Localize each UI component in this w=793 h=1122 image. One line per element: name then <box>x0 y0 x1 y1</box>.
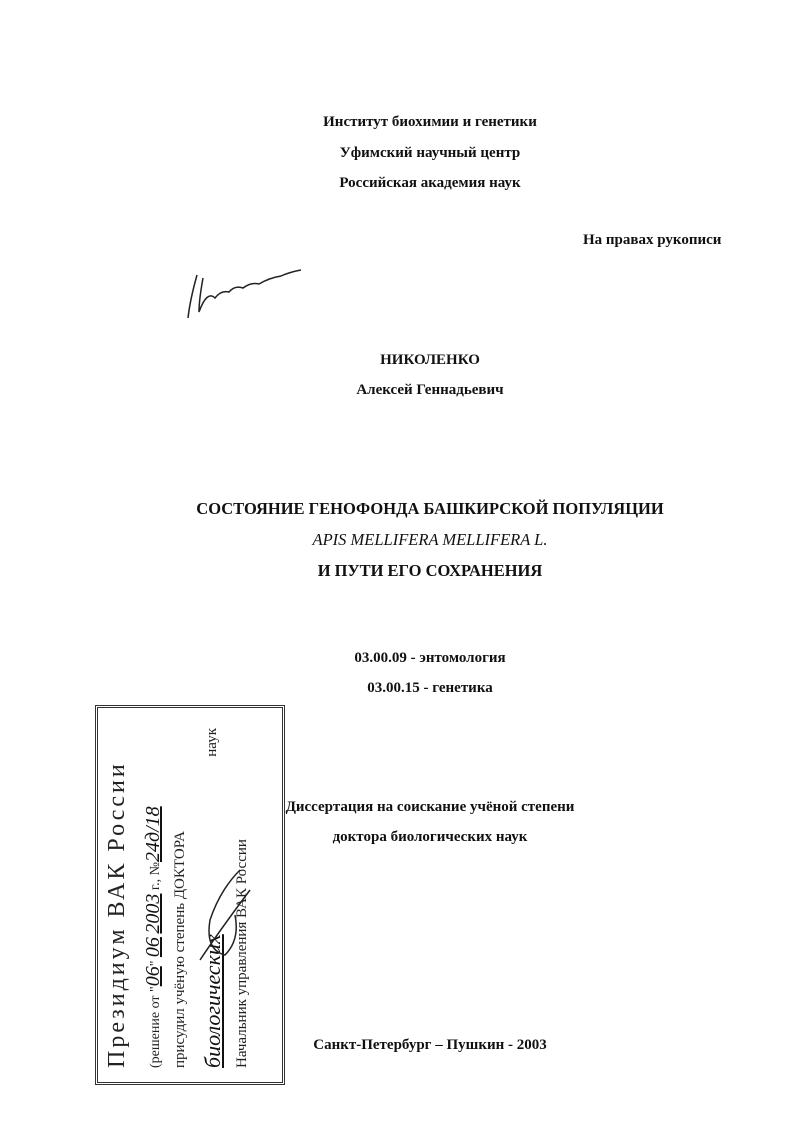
stamp-day: 06 <box>142 966 164 987</box>
author-surname: НИКОЛЕНКО <box>380 352 480 368</box>
place-year: Санкт-Петербург – Пушкин - 2003 <box>313 1037 547 1053</box>
degree-line2: доктора биологических наук <box>332 829 528 845</box>
title-line1: СОСТОЯНИЕ ГЕНОФОНДА БАШКИРСКОЙ ПОПУЛЯЦИИ <box>196 499 664 518</box>
author-name: Алексей Геннадьевич <box>356 382 504 398</box>
center: Уфимский научный центр <box>339 145 521 161</box>
stamp-text: (решение от " <box>148 986 163 1068</box>
stamp-text: г., № <box>148 862 163 894</box>
rights-note: На правах рукописи <box>583 232 722 248</box>
stamp-year: 2003 <box>142 893 164 934</box>
stamp-field: биологических <box>200 934 225 1068</box>
stamp-month: 06 <box>142 937 164 958</box>
stamp-line1: Президиум ВАК России <box>104 761 130 1068</box>
title-line2: APIS MELLIFERA MELLIFERA L. <box>312 530 548 549</box>
stamp-number: 24д/18 <box>142 806 164 863</box>
stamp-line3: присудил учёную степень ДОКТОРА <box>172 831 188 1068</box>
stamp-line5: Начальник управления ВАК России <box>234 839 250 1068</box>
stamp-signature-icon <box>180 860 270 970</box>
signature-icon <box>185 260 310 325</box>
stamp-text: наук <box>204 728 220 757</box>
specialty-1: 03.00.09 - энтомология <box>354 650 506 666</box>
title-line3: И ПУТИ ЕГО СОХРАНЕНИЯ <box>317 561 543 580</box>
stamp-line2: (решение от "06" 06 2003 г., №24д/18 <box>142 806 164 1068</box>
institute: Институт биохимии и генетики <box>323 114 537 130</box>
degree-line1: Диссертация на соискание учёной степени <box>285 799 575 815</box>
specialty-2: 03.00.15 - генетика <box>367 680 493 696</box>
academy: Российская академия наук <box>339 175 521 191</box>
